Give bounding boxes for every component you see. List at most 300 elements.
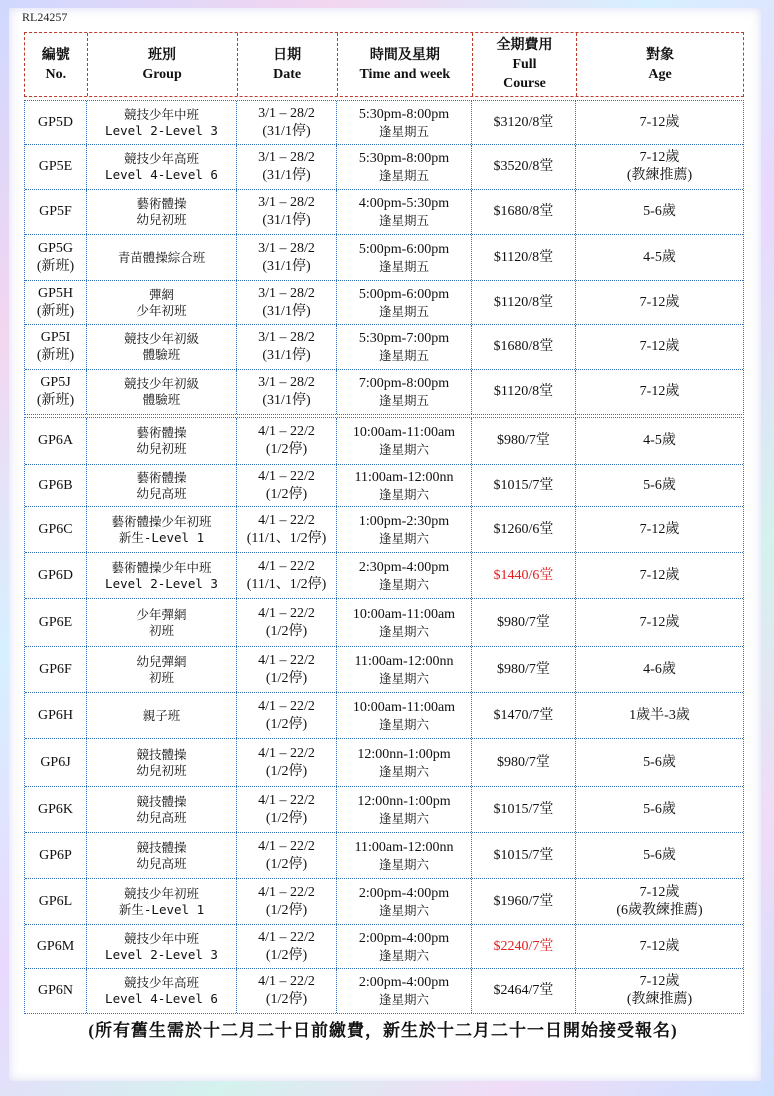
cell-text: 3/1 – 28/2 [258, 330, 315, 345]
class-code-cell [25, 879, 87, 924]
cell-text: (1/2停) [265, 670, 308, 686]
class-code-cell [25, 969, 87, 1013]
fee-cell [472, 833, 576, 878]
time-cell [337, 925, 472, 968]
date-cell [237, 507, 337, 552]
cell-text: 青苗體操綜合班 [117, 249, 206, 265]
cell-text: 競技體操 [136, 746, 187, 762]
class-name-cell [87, 235, 237, 280]
table-header [24, 32, 744, 97]
table-row [25, 235, 743, 281]
cell-text: $980/7堂 [497, 661, 550, 677]
class-name-cell [87, 418, 237, 464]
cell-text: 5:30pm-8:00pm [358, 151, 450, 166]
cell-text: 5-6歲 [643, 847, 676, 863]
cell-text: 4/1 – 22/2 [258, 652, 315, 668]
cell-text: 逢星期五 [378, 348, 429, 363]
cell-text: 4/1 – 22/2 [258, 424, 315, 439]
cell-text: GP6E [38, 614, 73, 630]
date-cell [237, 235, 337, 280]
time-cell [337, 190, 472, 234]
cell-text: 4/1 – 22/2 [258, 792, 315, 808]
cell-text: 逢星期六 [378, 992, 429, 1007]
table-row [25, 833, 743, 879]
fee-cell [472, 370, 576, 414]
class-name-cell [87, 507, 237, 552]
cell-text: Level 4-Level 6 [105, 167, 218, 182]
cell-text: 7-12歲 [639, 884, 680, 900]
cell-text: 12:00nn-1:00pm [357, 746, 451, 762]
class-name-cell [87, 739, 237, 786]
cell-text: 競技體操 [136, 839, 187, 855]
date-cell [237, 145, 337, 189]
class-code-cell [25, 101, 87, 144]
fee-cell [472, 101, 576, 144]
cell-text: 4/1 – 22/2 [258, 512, 315, 528]
cell-text: (1/2停) [265, 716, 308, 732]
header-text: Full [512, 57, 537, 72]
cell-text: 10:00am-11:00am [352, 606, 456, 622]
cell-text: 彈網 [148, 286, 174, 302]
age-cell [576, 465, 743, 506]
table-row [25, 370, 743, 414]
class-name-cell [87, 879, 237, 924]
time-cell [337, 370, 472, 414]
class-code-cell [25, 418, 87, 464]
date-cell [237, 465, 337, 506]
cell-text: 7-12歲 [639, 567, 680, 583]
cell-text: 5-6歲 [643, 754, 676, 770]
age-cell [576, 879, 743, 924]
fee-cell [472, 507, 576, 552]
age-cell [576, 553, 743, 598]
class-code-cell [25, 553, 87, 598]
cell-text: 1:00pm-2:30pm [358, 513, 450, 529]
time-cell [337, 281, 472, 324]
table-row [25, 787, 743, 833]
time-cell [337, 325, 472, 369]
cell-text: (新班) [36, 303, 75, 319]
cell-text: 逢星期六 [378, 763, 429, 779]
class-name-cell [87, 969, 237, 1013]
cell-text: 4/1 – 22/2 [258, 698, 315, 714]
cell-text: 幼兒初班 [136, 212, 187, 227]
cell-text: 幼兒高班 [136, 855, 187, 871]
fee-cell [472, 739, 576, 786]
class-code-cell [25, 235, 87, 280]
table-row [25, 190, 743, 235]
age-cell [576, 833, 743, 878]
cell-text: GP6K [37, 801, 73, 817]
cell-text: 3/1 – 28/2 [258, 150, 315, 165]
cell-text: 4/1 – 22/2 [258, 884, 315, 900]
cell-text: 競技少年高班 [123, 975, 199, 990]
class-name-cell [87, 647, 237, 692]
fee-cell [472, 647, 576, 692]
cell-text: 逢星期五 [378, 123, 429, 139]
date-cell [237, 647, 337, 692]
cell-text: $980/7堂 [497, 614, 550, 630]
cell-text: 競技少年初級 [123, 376, 199, 391]
header-cell [25, 33, 88, 96]
cell-text: 逢星期五 [378, 393, 429, 408]
date-cell [237, 693, 337, 738]
cell-text: (1/2停) [265, 947, 308, 963]
cell-text: 幼兒初班 [136, 441, 187, 456]
time-cell [337, 553, 472, 598]
header-text: No. [45, 66, 67, 82]
cell-text: GP5I [40, 330, 71, 345]
cell-text: 10:00am-11:00am [352, 425, 456, 440]
cell-text: GP6P [39, 847, 72, 863]
cell-text: 逢星期六 [378, 856, 429, 872]
cell-text: (新班) [36, 393, 75, 408]
table-row [25, 599, 743, 647]
cell-text: GP6F [39, 661, 72, 677]
header-cell [238, 33, 338, 96]
age-cell [576, 281, 743, 324]
class-name-cell [87, 281, 237, 324]
cell-text: (新班) [36, 348, 75, 363]
fee-cell [472, 925, 576, 968]
class-code-cell [25, 465, 87, 506]
cell-text: $1440/6堂 [493, 567, 554, 583]
cell-text: 4:00pm-5:30pm [358, 196, 450, 211]
time-cell [337, 833, 472, 878]
class-code-cell [25, 693, 87, 738]
cell-text: GP5J [40, 375, 71, 390]
date-cell [237, 925, 337, 968]
cell-text: 逢星期六 [378, 670, 429, 686]
cell-text: GP5E [38, 159, 73, 174]
cell-text: 逢星期六 [378, 623, 429, 639]
cell-text: (6歲教練推薦) [616, 902, 703, 918]
date-cell [237, 739, 337, 786]
cell-text: 競技少年高班 [123, 151, 199, 166]
cell-text: 7-12歲 [639, 938, 680, 954]
cell-text: 3/1 – 28/2 [258, 195, 315, 210]
age-cell [576, 418, 743, 464]
time-cell [337, 879, 472, 924]
cell-text: 7-12歲 [639, 974, 680, 989]
cell-text: 7:00pm-8:00pm [358, 376, 450, 391]
cell-text: 競技體操 [136, 793, 187, 809]
cell-text: 新生-Level 1 [118, 901, 205, 917]
cell-text: (新班) [36, 258, 75, 274]
fee-cell [472, 145, 576, 189]
cell-text: 5-6歲 [643, 477, 676, 493]
cell-text: 逢星期五 [378, 213, 429, 228]
header-text: 時間及星期 [369, 47, 440, 63]
header-cell [338, 33, 473, 96]
header-text: 班別 [148, 47, 177, 63]
class-code-cell [25, 925, 87, 968]
cell-text: $1120/8堂 [493, 294, 554, 310]
age-cell [576, 693, 743, 738]
cell-text: $3120/8堂 [493, 114, 554, 130]
cell-text: (1/2停) [265, 902, 308, 918]
time-cell [337, 787, 472, 832]
age-cell [576, 787, 743, 832]
cell-text: (1/2停) [265, 856, 308, 872]
header-text: 日期 [273, 47, 302, 63]
age-cell [576, 599, 743, 646]
cell-text: $1015/7堂 [493, 801, 554, 817]
cell-text: 藝術體操少年中班 [111, 559, 212, 575]
header-cell [88, 33, 238, 96]
table-row [25, 145, 743, 190]
cell-text: Level 4-Level 6 [105, 991, 218, 1006]
cell-text: $3520/8堂 [493, 159, 554, 174]
cell-text: GP6B [38, 477, 73, 493]
fee-cell [472, 693, 576, 738]
fee-cell [472, 599, 576, 646]
cell-text: 4/1 – 22/2 [258, 558, 315, 574]
age-cell [576, 925, 743, 968]
friday-classes-table [24, 100, 744, 415]
document-code: RL24257 [22, 10, 68, 24]
cell-text: $980/7堂 [497, 433, 550, 448]
table-row [25, 693, 743, 739]
cell-text: GP5H [37, 285, 73, 301]
class-code-cell [25, 647, 87, 692]
cell-text: 4/1 – 22/2 [258, 605, 315, 621]
date-cell [237, 418, 337, 464]
cell-text: $1470/7堂 [493, 707, 554, 723]
cell-text: 5-6歲 [643, 801, 676, 817]
table-row [25, 418, 743, 465]
cell-text: (1/2停) [265, 810, 308, 826]
cell-text: 5-6歲 [643, 204, 676, 219]
cell-text: 2:00pm-4:00pm [358, 885, 450, 901]
cell-text: (1/2停) [265, 623, 308, 639]
cell-text: 4/1 – 22/2 [258, 745, 315, 761]
header-text: 對象 [646, 47, 675, 63]
cell-text: 5:00pm-6:00pm [358, 286, 450, 302]
cell-text: 逢星期五 [378, 303, 429, 319]
cell-text: 體驗班 [142, 392, 181, 407]
class-code-cell [25, 739, 87, 786]
time-cell [337, 693, 472, 738]
cell-text: 4-5歲 [643, 249, 676, 265]
class-name-cell [87, 693, 237, 738]
cell-text: 初班 [148, 622, 174, 638]
cell-text: 逢星期六 [378, 530, 429, 546]
cell-text: 逢星期六 [378, 716, 429, 732]
cell-text: $1015/7堂 [493, 477, 554, 493]
cell-text: 競技少年中班 [123, 106, 199, 122]
cell-text: 逢星期六 [378, 947, 429, 963]
cell-text: GP6J [40, 754, 71, 770]
age-cell [576, 739, 743, 786]
cell-text: 藝術體操少年初班 [111, 513, 212, 529]
cell-text: 競技少年初級 [123, 331, 199, 346]
age-cell [576, 101, 743, 144]
time-cell [337, 465, 472, 506]
class-name-cell [87, 553, 237, 598]
cell-text: 5:30pm-8:00pm [358, 106, 450, 122]
class-code-cell [25, 325, 87, 369]
header-text: Time and week [359, 66, 451, 82]
cell-text: (31/1停) [262, 258, 311, 274]
cell-text: (31/1停) [262, 348, 311, 363]
cell-text: 少年彈網 [136, 606, 187, 622]
class-code-cell [25, 833, 87, 878]
time-cell [337, 145, 472, 189]
saturday-classes-table [24, 417, 744, 1014]
cell-text: GP5G [37, 240, 73, 256]
header-text: 全期費用 [496, 38, 553, 53]
date-cell [237, 325, 337, 369]
cell-text: GP6C [38, 521, 73, 537]
time-cell [337, 101, 472, 144]
time-cell [337, 969, 472, 1013]
class-name-cell [87, 190, 237, 234]
fee-cell [472, 190, 576, 234]
header-text: Group [142, 66, 182, 82]
header-cell [473, 33, 577, 96]
cell-text: 親子班 [142, 707, 181, 723]
cell-text: 逢星期六 [378, 442, 429, 457]
age-cell [576, 145, 743, 189]
fee-cell [472, 553, 576, 598]
cell-text: Level 2-Level 3 [105, 122, 218, 138]
cell-text: 幼兒彈網 [136, 653, 187, 669]
class-name-cell [87, 325, 237, 369]
cell-text: (31/1停) [262, 393, 311, 408]
cell-text: $1680/8堂 [493, 204, 554, 219]
cell-text: 幼兒初班 [136, 762, 187, 778]
cell-text: $2464/7堂 [493, 983, 554, 998]
table-row [25, 925, 743, 969]
cell-text: 逢星期六 [378, 902, 429, 918]
cell-text: 7-12歲 [639, 294, 680, 310]
cell-text: 初班 [148, 669, 174, 685]
fee-cell [472, 879, 576, 924]
table-row [25, 969, 743, 1013]
table-row [25, 647, 743, 693]
cell-text: 11:00am-12:00nn [354, 839, 454, 855]
cell-text: 3/1 – 28/2 [258, 285, 315, 301]
table-row [25, 101, 743, 145]
cell-text: $1015/7堂 [493, 847, 554, 863]
cell-text: (31/1停) [262, 168, 311, 183]
cell-text: 藝術體操 [136, 196, 187, 211]
age-cell [576, 325, 743, 369]
age-cell [576, 235, 743, 280]
cell-text: 2:30pm-4:00pm [358, 559, 450, 575]
header-text: Age [648, 66, 672, 82]
cell-text: Level 2-Level 3 [105, 946, 218, 962]
age-cell [576, 969, 743, 1013]
time-cell [337, 235, 472, 280]
cell-text: 7-12歲 [639, 114, 680, 130]
class-name-cell [87, 101, 237, 144]
cell-text: GP6H [37, 707, 73, 723]
cell-text: (1/2停) [265, 442, 308, 457]
cell-text: 12:00nn-1:00pm [357, 793, 451, 809]
header-text: 編號 [41, 47, 70, 63]
cell-text: 7-12歲 [639, 384, 680, 399]
class-name-cell [87, 833, 237, 878]
cell-text: 4/1 – 22/2 [258, 838, 315, 854]
cell-text: 少年初班 [136, 302, 187, 318]
class-code-cell [25, 370, 87, 414]
class-name-cell [87, 145, 237, 189]
class-name-cell [87, 925, 237, 968]
cell-text: (1/2停) [265, 486, 308, 502]
table-row [25, 465, 743, 507]
date-cell [237, 787, 337, 832]
class-name-cell [87, 465, 237, 506]
date-cell [237, 879, 337, 924]
age-cell [576, 507, 743, 552]
header-text: Course [503, 76, 546, 91]
table-row [25, 507, 743, 553]
class-code-cell [25, 599, 87, 646]
fee-cell [472, 465, 576, 506]
class-code-cell [25, 787, 87, 832]
cell-text: 逢星期六 [378, 576, 429, 592]
cell-text: (31/1停) [262, 303, 311, 319]
cell-text: 新生-Level 1 [118, 529, 205, 545]
cell-text: (31/1停) [262, 123, 311, 139]
cell-text: 4-6歲 [643, 661, 676, 677]
cell-text: 7-12歲 [639, 150, 680, 165]
cell-text: (11/1、1/2停) [246, 576, 327, 592]
cell-text: $1680/8堂 [493, 339, 554, 354]
cell-text: 藝術體操 [136, 425, 187, 440]
cell-text: $1260/6堂 [493, 521, 554, 537]
table-row [25, 325, 743, 370]
time-cell [337, 739, 472, 786]
class-code-cell [25, 190, 87, 234]
cell-text: (教練推薦) [626, 168, 693, 183]
cell-text: $1120/8堂 [493, 249, 554, 265]
fee-cell [472, 325, 576, 369]
cell-text: 藝術體操 [136, 469, 187, 485]
cell-text: 4/1 – 22/2 [258, 974, 315, 989]
cell-text: 3/1 – 28/2 [258, 375, 315, 390]
cell-text: $2240/7堂 [493, 938, 554, 954]
cell-text: 4-5歲 [643, 433, 676, 448]
registration-note: (所有舊生需於十二月二十日前繳費，新生於十二月二十一日開始接受報名) [88, 1021, 678, 1040]
cell-text: GP5F [39, 204, 72, 219]
date-cell [237, 599, 337, 646]
date-cell [237, 833, 337, 878]
cell-text: GP6M [36, 938, 75, 954]
date-cell [237, 969, 337, 1013]
table-row [25, 879, 743, 925]
cell-text: $1960/7堂 [493, 893, 554, 909]
cell-text: 7-12歲 [639, 614, 680, 630]
cell-text: 逢星期五 [378, 258, 429, 274]
table-row [25, 553, 743, 599]
class-name-cell [87, 599, 237, 646]
time-cell [337, 647, 472, 692]
date-cell [237, 190, 337, 234]
cell-text: 11:00am-12:00nn [354, 469, 454, 485]
cell-text: 競技少年初班 [123, 885, 199, 901]
cell-text: 5:00pm-6:00pm [358, 241, 450, 257]
age-cell [576, 647, 743, 692]
class-name-cell [87, 787, 237, 832]
cell-text: GP6L [38, 893, 73, 909]
date-cell [237, 101, 337, 144]
class-code-cell [25, 145, 87, 189]
class-name-cell [87, 370, 237, 414]
class-code-cell [25, 281, 87, 324]
